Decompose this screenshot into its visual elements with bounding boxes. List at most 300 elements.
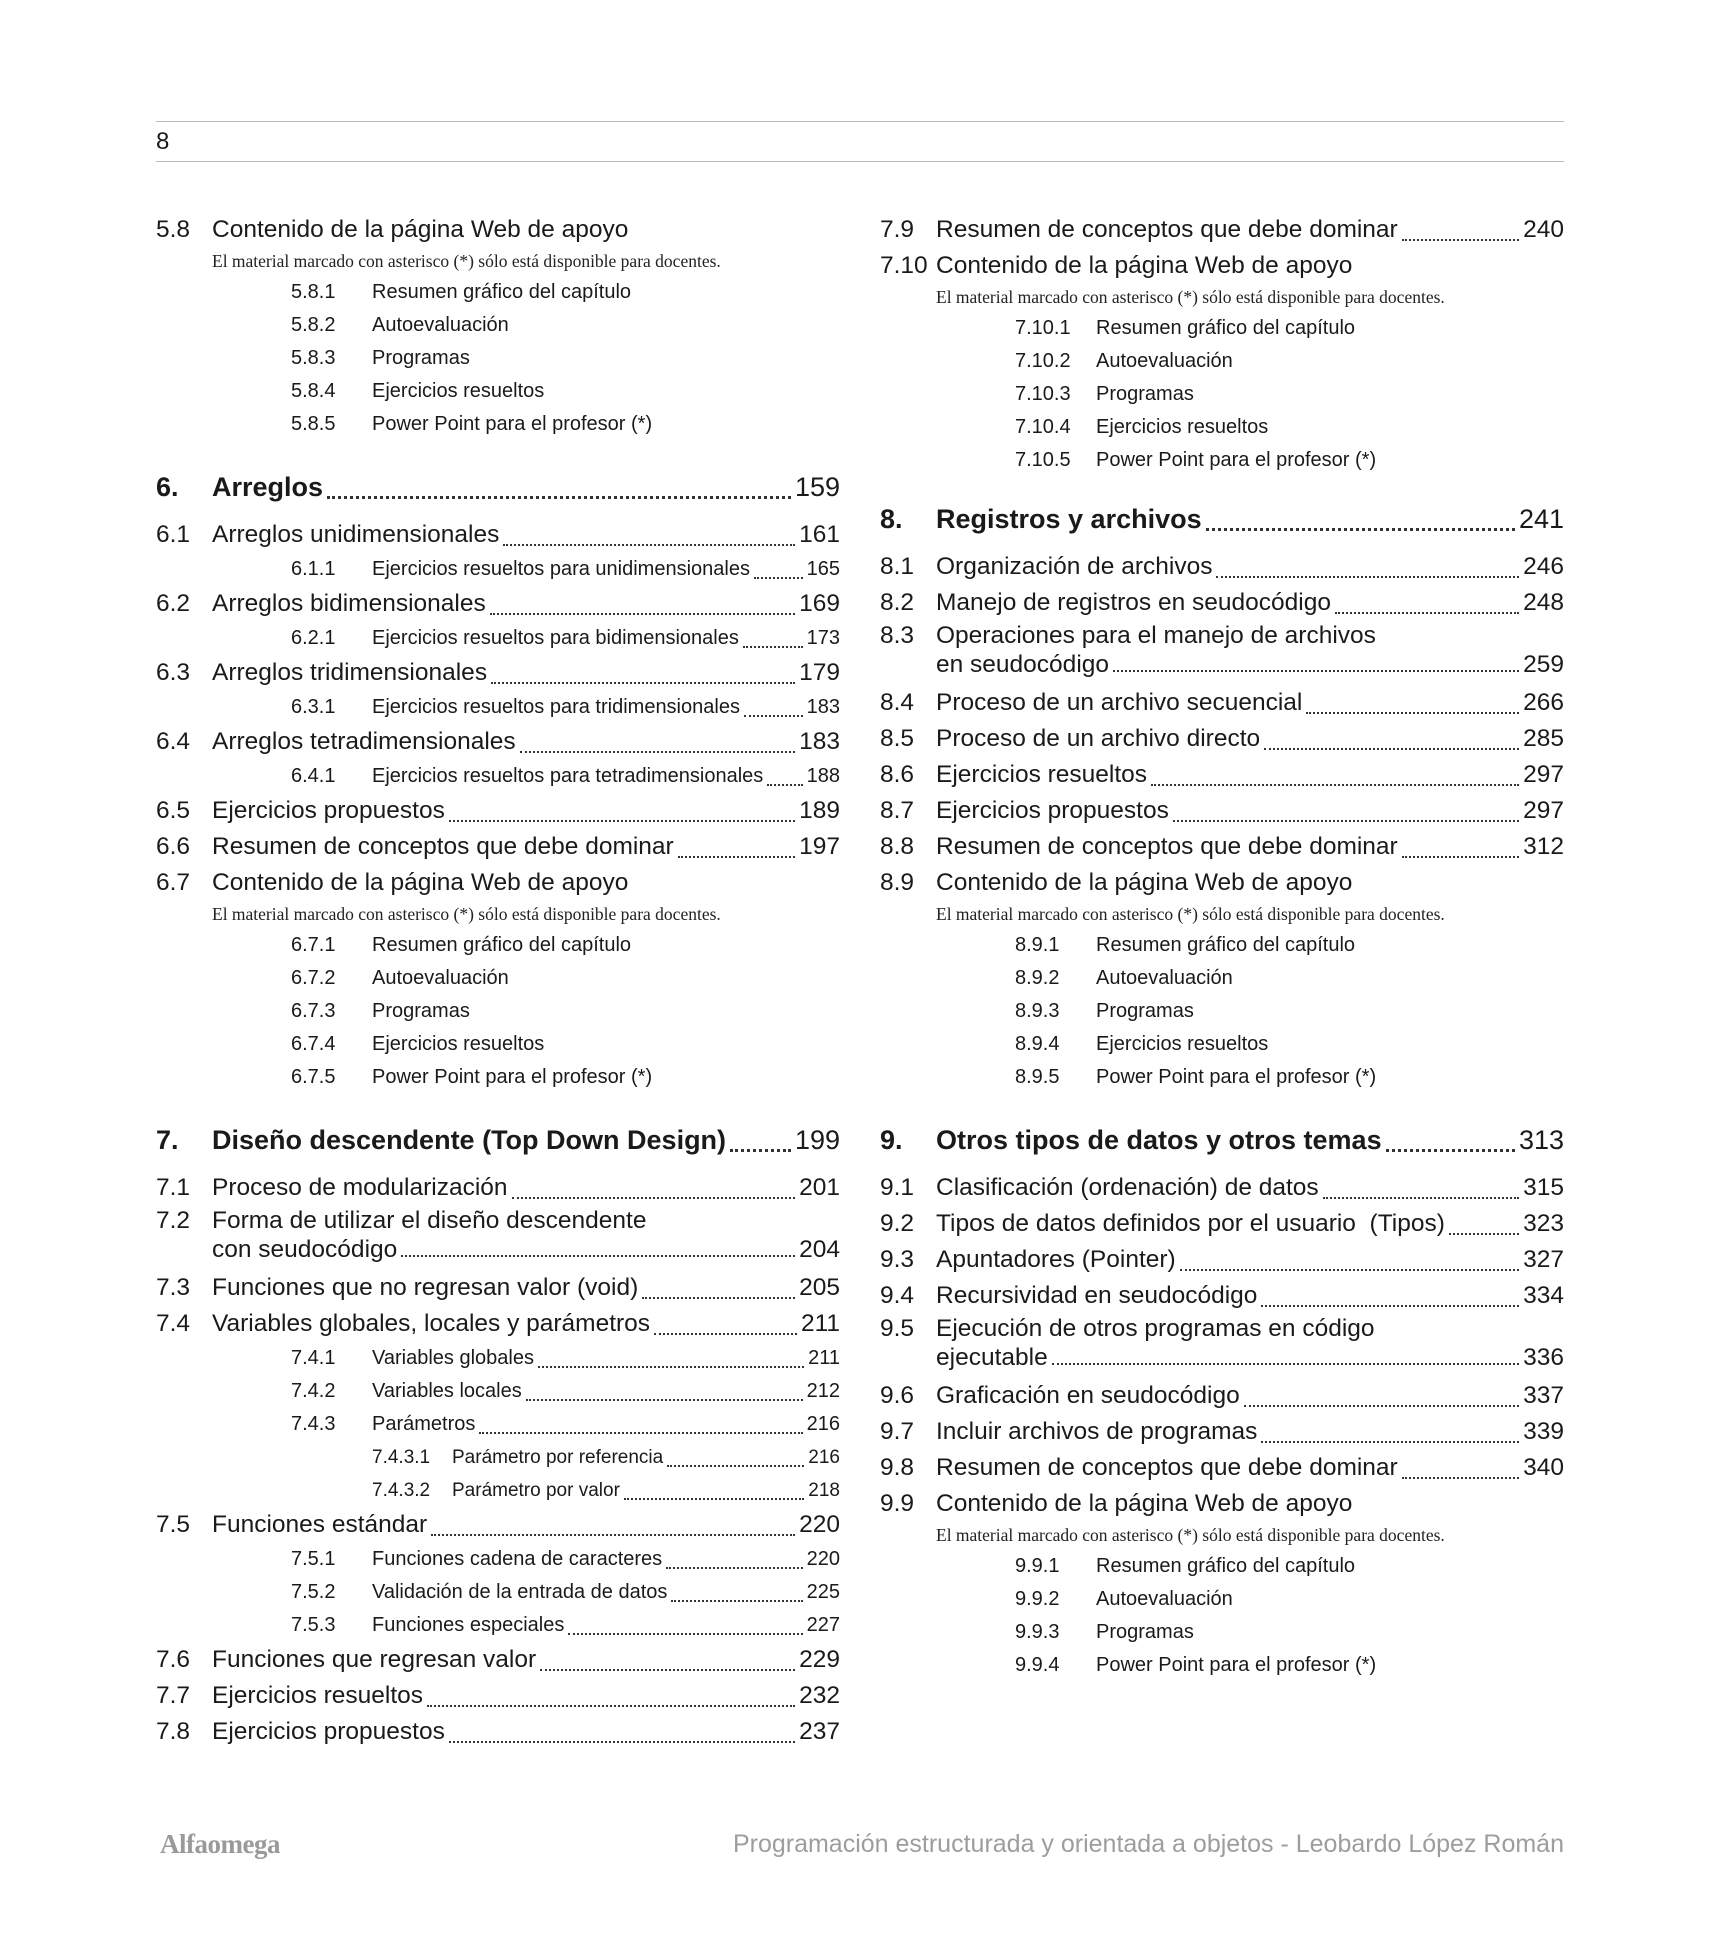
toc-subentry[interactable] (156, 375, 840, 408)
dot-leader (490, 613, 795, 615)
toc-chapter-8[interactable] (880, 497, 1564, 541)
toc-number: 7.10.3 (1015, 383, 1071, 405)
toc-number: 7.10.2 (1015, 350, 1071, 372)
toc-entry[interactable] (156, 1714, 840, 1750)
page-ref: 179 (799, 659, 840, 686)
toc-title-continued: en seudocódigo (936, 651, 1110, 678)
dot-leader (1261, 1441, 1519, 1443)
dot-leader (1206, 528, 1515, 531)
toc-number: 7.4.3 (291, 1413, 336, 1435)
toc-number: 6.7.1 (291, 934, 336, 956)
toc-title: Contenido de la página Web de apoyo (212, 216, 629, 243)
toc-chapter-9[interactable] (880, 1118, 1564, 1162)
toc-number: 8.7 (880, 797, 915, 824)
toc-number: 8.9.5 (1015, 1066, 1060, 1088)
dot-leader (427, 1705, 795, 1707)
chapter-title: Registros y archivos (936, 504, 1202, 534)
toc-title: Programas (1096, 383, 1194, 405)
toc-number: 9.9 (880, 1490, 915, 1517)
toc-number: 8.2 (880, 589, 915, 616)
chapter-number: 9. (880, 1125, 903, 1155)
toc-entry[interactable] (156, 212, 840, 248)
toc-entry[interactable] (156, 655, 840, 691)
dot-leader (520, 751, 795, 753)
page-ref: 312 (1523, 833, 1564, 860)
toc-subentry[interactable] (156, 622, 840, 655)
toc-entry[interactable] (156, 865, 840, 901)
toc-number: 7.2 (156, 1207, 191, 1234)
toc-title: Power Point para el profesor (*) (372, 1066, 653, 1088)
toc-entry[interactable] (880, 248, 1564, 284)
toc-title: Autoevaluación (372, 967, 509, 989)
page-ref: 248 (1523, 589, 1564, 616)
toc-number: 7.4.2 (291, 1380, 336, 1402)
toc-subentry[interactable] (156, 760, 840, 793)
dot-leader (1402, 856, 1519, 858)
toc-entry[interactable] (156, 1270, 840, 1306)
dot-leader (327, 496, 791, 499)
page-ref: 225 (806, 1581, 840, 1603)
toc-title: Organización de archivos (936, 553, 1213, 580)
dot-leader (1402, 1477, 1519, 1479)
toc-number: 6.7 (156, 869, 191, 896)
toc-subentry[interactable] (880, 929, 1564, 962)
toc-title: Parámetro por valor (452, 1480, 620, 1501)
toc-column-right (880, 212, 1564, 1682)
toc-number: 6.4 (156, 728, 191, 755)
toc-subentry[interactable] (156, 342, 840, 375)
toc-title: Funciones estándar (212, 1511, 428, 1538)
publisher-logo: Alfaomega (160, 1829, 280, 1859)
toc-subentry[interactable] (156, 962, 840, 995)
toc-number: 9.9.2 (1015, 1588, 1060, 1610)
dot-leader (1052, 1363, 1519, 1365)
toc-title: Programas (372, 347, 470, 369)
toc-title: Parámetro por referencia (452, 1447, 664, 1468)
toc-entry[interactable] (880, 829, 1564, 865)
dot-leader (671, 1600, 802, 1602)
toc-entry[interactable] (156, 586, 840, 622)
toc-number: 7.10 (880, 252, 928, 279)
toc-subentry[interactable] (880, 444, 1564, 477)
toc-entry[interactable] (880, 1486, 1564, 1522)
page-ref: 266 (1523, 689, 1564, 716)
toc-subentry[interactable] (156, 1028, 840, 1061)
toc-entry[interactable] (156, 1170, 840, 1206)
dot-leader (449, 820, 795, 822)
toc-subentry[interactable] (156, 553, 840, 586)
toc-number: 9.9.3 (1015, 1621, 1060, 1643)
toc-subentry[interactable] (156, 1609, 840, 1642)
toc-number: 7.6 (156, 1646, 191, 1673)
toc-number: 6.1 (156, 521, 191, 548)
toc-subentry[interactable] (880, 1616, 1564, 1649)
toc-title: Arreglos tridimensionales (212, 659, 488, 686)
dot-leader (1306, 712, 1519, 714)
page-ref: 337 (1523, 1382, 1564, 1409)
toc-entry[interactable] (880, 685, 1564, 721)
page-ref: 259 (1523, 651, 1564, 678)
dot-leader (1151, 784, 1519, 786)
toc-title: Autoevaluación (1096, 1588, 1233, 1610)
toc-entry[interactable] (880, 1278, 1564, 1314)
dot-leader (1323, 1197, 1519, 1199)
dot-leader (512, 1197, 796, 1199)
toc-title: Proceso de un archivo secuencial (936, 689, 1303, 716)
toc-number: 7.5.1 (291, 1548, 336, 1570)
toc-title: Resumen gráfico del capítulo (372, 281, 632, 303)
page-ref: 340 (1523, 1454, 1564, 1481)
toc-subentry[interactable] (156, 276, 840, 309)
dot-leader (1244, 1405, 1519, 1407)
dot-leader (1261, 1305, 1519, 1307)
toc-number: 6.2.1 (291, 627, 336, 649)
toc-entry[interactable] (880, 1414, 1564, 1450)
toc-subentry[interactable] (156, 1474, 840, 1507)
page-ref: 232 (799, 1682, 840, 1709)
toc-number: 8.9.2 (1015, 967, 1060, 989)
dot-leader (624, 1498, 804, 1500)
toc-number: 9.9.4 (1015, 1654, 1060, 1676)
dot-leader (767, 784, 802, 786)
toc-title: Resumen de conceptos que debe dominar (936, 1454, 1398, 1481)
toc-title: Power Point para el profesor (*) (372, 413, 653, 435)
dot-leader (678, 856, 795, 858)
dot-leader (667, 1465, 804, 1467)
toc-title: Ejercicios resueltos para tridimensionales (372, 696, 740, 718)
toc-subentry[interactable] (156, 929, 840, 962)
toc-title: Programas (1096, 1621, 1194, 1643)
toc-number: 8.9.4 (1015, 1033, 1060, 1055)
toc-entry[interactable] (880, 721, 1564, 757)
toc-number: 6.3 (156, 659, 191, 686)
page-ref: 199 (794, 1125, 840, 1155)
toc-title: Manejo de registros en seudocódigo (936, 589, 1331, 616)
toc-number: 5.8.4 (291, 380, 336, 402)
dot-leader (1264, 748, 1519, 750)
toc-title-continued: ejecutable (936, 1344, 1048, 1371)
toc-entry[interactable] (880, 793, 1564, 829)
toc-title: Programas (372, 1000, 470, 1022)
toc-title: Tipos de datos definidos por el usuario (Tipos) (936, 1210, 1445, 1237)
toc-title: Ejercicios resueltos para bidimensionales (372, 627, 739, 649)
teacher-note: El material marcado con asterisco (*) sólo está disponible para docentes. (212, 251, 721, 271)
toc-title: Variables locales (372, 1380, 522, 1402)
toc-entry[interactable] (156, 1642, 840, 1678)
toc-number: 8.6 (880, 761, 915, 788)
toc-title: Ejercicios resueltos para tetradimensionales (372, 765, 764, 787)
page-ref: 241 (1518, 504, 1564, 534)
toc-subentry[interactable] (156, 1061, 840, 1094)
dot-leader (1216, 576, 1519, 578)
toc-title: Contenido de la página Web de apoyo (936, 252, 1353, 279)
page-ref: 216 (808, 1447, 840, 1468)
dot-leader (540, 1669, 795, 1671)
toc-number: 7.5.3 (291, 1614, 336, 1636)
toc-title: Autoevaluación (1096, 350, 1233, 372)
toc-number: 7.10.1 (1015, 317, 1071, 339)
page-ref: 229 (799, 1646, 840, 1673)
toc-number: 8.9.1 (1015, 934, 1060, 956)
toc-title-continued: con seudocódigo (212, 1236, 398, 1263)
teacher-note: El material marcado con asterisco (*) sólo está disponible para docentes. (936, 904, 1445, 924)
dot-leader (568, 1633, 802, 1635)
toc-number: 5.8.3 (291, 347, 336, 369)
toc-number: 7.10.4 (1015, 416, 1071, 438)
toc-subentry[interactable] (156, 309, 840, 342)
page-ref: 220 (806, 1548, 840, 1570)
page-number: 8 (156, 128, 170, 155)
chapter-number: 6. (156, 472, 179, 502)
toc-title: Resumen gráfico del capítulo (1096, 934, 1356, 956)
toc-title: Ejercicios resueltos (1096, 1033, 1269, 1055)
toc-subentry[interactable] (880, 378, 1564, 411)
dot-leader (479, 1432, 802, 1434)
toc-title: Resumen gráfico del capítulo (372, 934, 632, 956)
toc-title: Ejercicios resueltos para unidimensionales (372, 558, 750, 580)
chapter-number: 7. (156, 1125, 179, 1155)
page-ref: 336 (1523, 1344, 1564, 1371)
toc-title: Variables globales, locales y parámetros (212, 1310, 651, 1337)
toc-title: Ejecución de otros programas en código (936, 1315, 1375, 1342)
toc-entry[interactable] (156, 1306, 840, 1342)
toc-number: 5.8 (156, 216, 191, 243)
page-ref: 327 (1523, 1246, 1564, 1273)
toc-chapter-7[interactable] (156, 1118, 840, 1162)
toc-entry[interactable] (156, 1507, 840, 1543)
dot-leader (654, 1333, 797, 1335)
toc-title: Contenido de la página Web de apoyo (212, 869, 629, 896)
page-ref: 211 (808, 1347, 840, 1369)
toc-title: Ejercicios propuestos (212, 1718, 445, 1745)
toc-title: Recursividad en seudocódigo (936, 1282, 1258, 1309)
dot-leader (431, 1534, 795, 1536)
footer-book-title: Programación estructurada y orientada a objetos - Leobardo López Román (732, 1830, 1564, 1858)
toc-subentry[interactable] (880, 345, 1564, 378)
toc-title: Ejercicios resueltos (1096, 416, 1269, 438)
page-ref: 201 (799, 1174, 840, 1201)
toc-subentry[interactable] (880, 995, 1564, 1028)
toc-entry[interactable] (880, 1206, 1564, 1242)
toc-title: Contenido de la página Web de apoyo (936, 869, 1353, 896)
dot-leader (1402, 239, 1519, 241)
dot-leader (642, 1297, 795, 1299)
dot-leader (744, 715, 803, 717)
page-ref: 313 (1518, 1125, 1564, 1155)
toc-number: 6.7.4 (291, 1033, 336, 1055)
toc-title: Contenido de la página Web de apoyo (936, 1490, 1353, 1517)
toc-subentry[interactable] (156, 1576, 840, 1609)
page-ref: 334 (1523, 1282, 1564, 1309)
toc-entry[interactable] (880, 865, 1564, 901)
toc-subentry[interactable] (156, 408, 840, 441)
toc-number: 7.9 (880, 216, 915, 243)
toc-entry[interactable] (880, 1242, 1564, 1278)
page-ref: 183 (799, 728, 840, 755)
page-ref: 169 (799, 590, 840, 617)
toc-subentry[interactable] (156, 995, 840, 1028)
toc-number: 6.7.3 (291, 1000, 336, 1022)
page-ref: 188 (806, 765, 840, 787)
toc-title: Variables globales (372, 1347, 534, 1369)
toc-subentry[interactable] (880, 1550, 1564, 1583)
dot-leader (1449, 1233, 1519, 1235)
toc-title: Operaciones para el manejo de archivos (936, 622, 1376, 649)
teacher-note: El material marcado con asterisco (*) sólo está disponible para docentes. (936, 287, 1445, 307)
dot-leader (1113, 670, 1519, 672)
toc-number: 7.5.2 (291, 1581, 336, 1603)
header-rule-top (156, 121, 1564, 122)
toc-subentry[interactable] (156, 1441, 840, 1474)
toc-number: 7.5 (156, 1511, 191, 1538)
toc-title: Ejercicios resueltos (372, 380, 545, 402)
toc-title: Autoevaluación (372, 314, 509, 336)
toc-title: Power Point para el profesor (*) (1096, 1654, 1377, 1676)
page-ref: 159 (794, 472, 840, 502)
toc-number: 6.7.2 (291, 967, 336, 989)
toc-number: 7.3 (156, 1274, 191, 1301)
toc-entry[interactable] (156, 829, 840, 865)
toc-entry[interactable] (156, 793, 840, 829)
page-ref: 246 (1523, 553, 1564, 580)
toc-entry[interactable] (156, 724, 840, 760)
toc-number: 7.1 (156, 1174, 191, 1201)
toc-number: 6.3.1 (291, 696, 336, 718)
toc-number: 9.2 (880, 1210, 915, 1237)
toc-subentry[interactable] (156, 1375, 840, 1408)
toc-number: 7.4 (156, 1310, 191, 1337)
page-ref: 216 (806, 1413, 840, 1435)
page-ref: 212 (806, 1380, 840, 1402)
toc-number: 6.2 (156, 590, 191, 617)
toc-number: 8.8 (880, 833, 915, 860)
dot-leader (730, 1149, 791, 1152)
page-ref: 218 (808, 1480, 840, 1501)
toc-number: 5.8.5 (291, 413, 336, 435)
dot-leader (666, 1567, 802, 1569)
toc-entry[interactable] (880, 1314, 1564, 1378)
toc-number: 9.9.1 (1015, 1555, 1060, 1577)
page-ref: 315 (1523, 1174, 1564, 1201)
toc-title: Resumen de conceptos que debe dominar (936, 216, 1398, 243)
toc-entry[interactable] (880, 757, 1564, 793)
toc-number: 9.5 (880, 1315, 915, 1342)
toc-title: Proceso de modularización (212, 1174, 508, 1201)
toc-entry[interactable] (156, 1206, 840, 1270)
toc-number: 9.1 (880, 1174, 915, 1201)
toc-column-left (156, 212, 840, 1750)
page-ref: 205 (799, 1274, 840, 1301)
chapter-title: Arreglos (212, 472, 324, 502)
page-ref: 240 (1523, 216, 1564, 243)
toc-number: 7.4.1 (291, 1347, 336, 1369)
page-ref: 204 (799, 1236, 840, 1263)
toc-number: 9.6 (880, 1382, 915, 1409)
teacher-note: El material marcado con asterisco (*) sólo está disponible para docentes. (936, 1525, 1445, 1545)
toc-title: Arreglos bidimensionales (212, 590, 486, 617)
toc-title: Autoevaluación (1096, 967, 1233, 989)
toc-number: 7.4.3.1 (372, 1447, 431, 1468)
page-ref: 173 (806, 627, 840, 649)
toc-title: Ejercicios resueltos (372, 1033, 545, 1055)
toc-number: 7.8 (156, 1718, 191, 1745)
teacher-note: El material marcado con asterisco (*) sólo está disponible para docentes. (212, 904, 721, 924)
toc-subentry[interactable] (880, 1061, 1564, 1094)
toc-subentry[interactable] (880, 1649, 1564, 1682)
toc-entry[interactable] (880, 212, 1564, 248)
toc-number: 8.9.3 (1015, 1000, 1060, 1022)
dot-leader (754, 577, 803, 579)
toc-entry[interactable] (156, 517, 840, 553)
page-ref: 211 (800, 1310, 840, 1337)
toc-subentry[interactable] (156, 1342, 840, 1375)
toc-entry[interactable] (880, 1170, 1564, 1206)
toc-title: Resumen gráfico del capítulo (1096, 317, 1356, 339)
toc-number: 7.7 (156, 1682, 191, 1709)
dot-leader (1173, 820, 1519, 822)
toc-title: Funciones cadena de caracteres (372, 1548, 663, 1570)
chapter-title: Diseño descendente (Top Down Design) (212, 1125, 727, 1155)
page-ref: 297 (1523, 797, 1564, 824)
toc-number: 9.3 (880, 1246, 915, 1273)
dot-leader (491, 682, 795, 684)
toc-subentry[interactable] (880, 1583, 1564, 1616)
toc-number: 8.4 (880, 689, 915, 716)
toc-title: Validación de la entrada de datos (372, 1581, 668, 1603)
page-ref: 165 (806, 558, 840, 580)
toc-title: Resumen gráfico del capítulo (1096, 1555, 1356, 1577)
chapter-number: 8. (880, 504, 903, 534)
toc-title: Resumen de conceptos que debe dominar (212, 833, 674, 860)
toc-entry[interactable] (156, 1678, 840, 1714)
page-ref: 285 (1523, 725, 1564, 752)
page-ref: 161 (799, 521, 840, 548)
toc-title: Apuntadores (Pointer) (936, 1246, 1176, 1273)
dot-leader (743, 646, 803, 648)
page-ref: 183 (806, 696, 840, 718)
dot-leader (401, 1255, 795, 1257)
toc-title: Parámetros (372, 1413, 476, 1435)
toc-number: 6.1.1 (291, 558, 336, 580)
toc-entry[interactable] (880, 1378, 1564, 1414)
toc-title: Power Point para el profesor (*) (1096, 449, 1377, 471)
toc-number: 6.5 (156, 797, 191, 824)
toc-subentry[interactable] (880, 312, 1564, 345)
toc-entry[interactable] (880, 585, 1564, 621)
page-ref: 197 (799, 833, 840, 860)
toc-entry[interactable] (880, 549, 1564, 585)
toc-subentry[interactable] (880, 411, 1564, 444)
toc-title: Ejercicios resueltos (936, 761, 1148, 788)
toc-subentry[interactable] (156, 691, 840, 724)
toc-subentry[interactable] (880, 1028, 1564, 1061)
toc-number: 5.8.1 (291, 281, 336, 303)
toc-subentry[interactable] (880, 962, 1564, 995)
dot-leader (1180, 1269, 1519, 1271)
toc-subentry[interactable] (156, 1543, 840, 1576)
toc-chapter-6[interactable] (156, 465, 840, 509)
toc-subentry[interactable] (156, 1408, 840, 1441)
toc-number: 5.8.2 (291, 314, 336, 336)
toc-number: 6.6 (156, 833, 191, 860)
toc-number: 8.1 (880, 553, 915, 580)
toc-title: Clasificación (ordenación) de datos (936, 1174, 1319, 1201)
dot-leader (526, 1399, 803, 1401)
toc-entry[interactable] (880, 1450, 1564, 1486)
toc-number: 9.8 (880, 1454, 915, 1481)
toc-entry[interactable] (880, 621, 1564, 685)
page-ref: 297 (1523, 761, 1564, 788)
